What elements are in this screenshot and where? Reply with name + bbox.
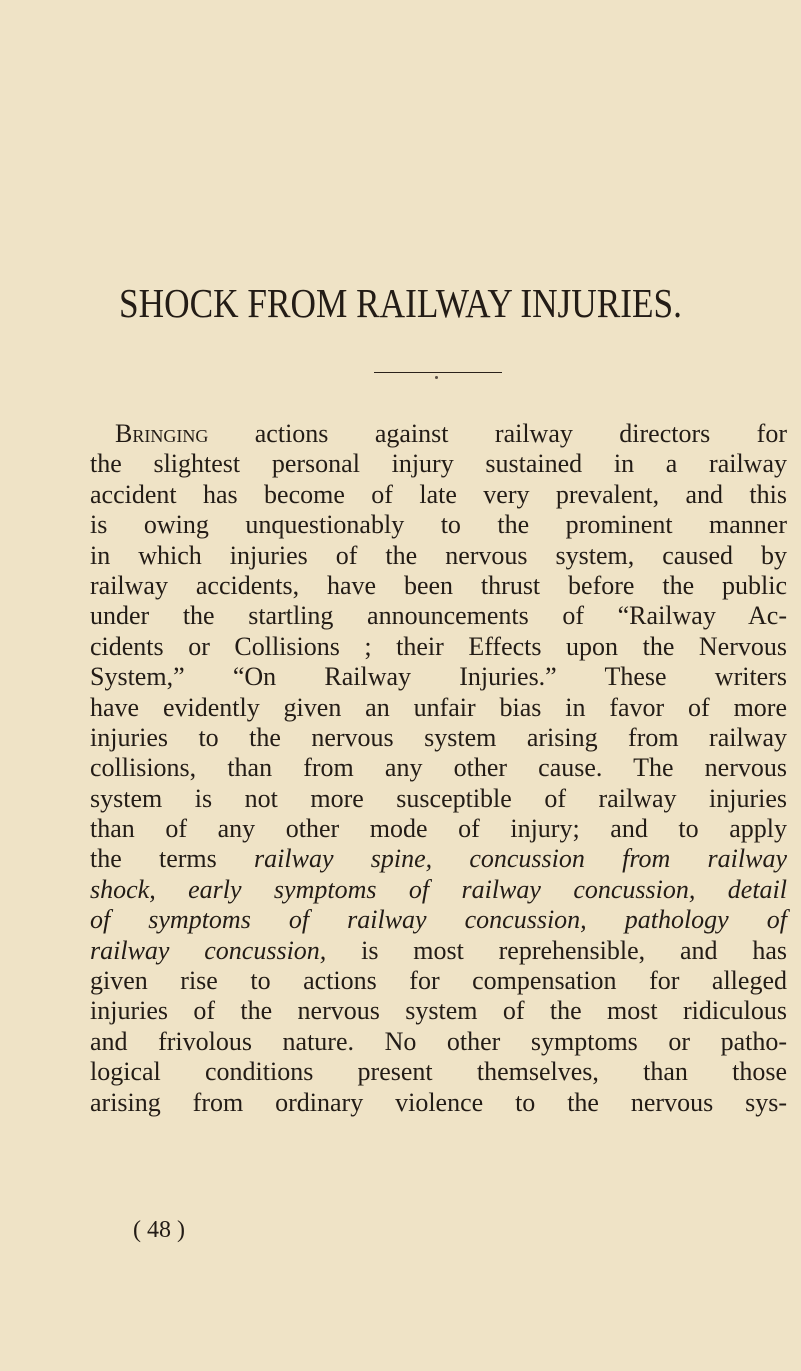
text-line: have evidently given an unfair bias in favor of more xyxy=(90,692,787,722)
text-line-content: actions against railway directors for xyxy=(208,419,787,448)
text-segment: is most reprehensible, and has xyxy=(326,935,787,965)
text-line xyxy=(90,419,787,449)
text-line: is owing unquestionably to the prominent manner xyxy=(90,510,787,540)
rule-ornament-dot xyxy=(435,376,438,379)
text-line: in which injuries of the nervous system, caused by xyxy=(90,540,787,570)
text-line: System,” “On Railway Injuries.” These writers xyxy=(90,662,787,692)
text-line: accident has become of late very prevalent, and this xyxy=(90,479,787,509)
text-line: injuries of the nervous system of the most ridiculous xyxy=(90,996,787,1026)
text-line xyxy=(90,875,787,905)
drop-word-capital: B xyxy=(115,419,133,448)
text-line: system is not more susceptible of railway injuries xyxy=(90,783,787,813)
text-line: logical conditions present themselves, than those xyxy=(90,1057,787,1087)
text-line: than of any other mode of injury; and to apply xyxy=(90,814,787,844)
text-line: injuries to the nervous system arising from railway xyxy=(90,722,787,752)
text-line xyxy=(90,905,787,935)
chapter-heading: SHOCK FROM RAILWAY INJURIES. xyxy=(119,280,682,326)
text-line xyxy=(90,844,787,874)
italic-term: shock, early symptoms of railway concussion, detail xyxy=(90,874,787,904)
text-line xyxy=(90,936,787,966)
text-line: under the startling announcements of “Railway Ac- xyxy=(90,601,787,631)
text-line: given rise to actions for compensation for alleged xyxy=(90,966,787,996)
italic-term: railway concussion, xyxy=(90,935,327,965)
text-line: collisions, than from any other cause. The nervous xyxy=(90,753,787,783)
drop-word-smallcaps: ringing xyxy=(132,419,209,448)
text-line: and frivolous nature. No other symptoms or patho- xyxy=(90,1026,787,1056)
italic-term: railway spine, concussion from railway xyxy=(254,844,787,874)
page-number: ( 48 ) xyxy=(133,1217,185,1243)
text-line: arising from ordinary violence to the nervous sys- xyxy=(90,1087,787,1117)
text-line: railway accidents, have been thrust before the public xyxy=(90,570,787,600)
italic-term: of symptoms of railway concussion, pathology of xyxy=(90,905,787,935)
text-line: cidents or Collisions ; their Effects upon the Nervous xyxy=(90,631,787,661)
body-paragraph xyxy=(90,419,787,1118)
text-line: the slightest personal injury sustained in a railway xyxy=(90,449,787,479)
heading-rule xyxy=(374,372,502,373)
text-segment: the terms xyxy=(90,844,255,874)
